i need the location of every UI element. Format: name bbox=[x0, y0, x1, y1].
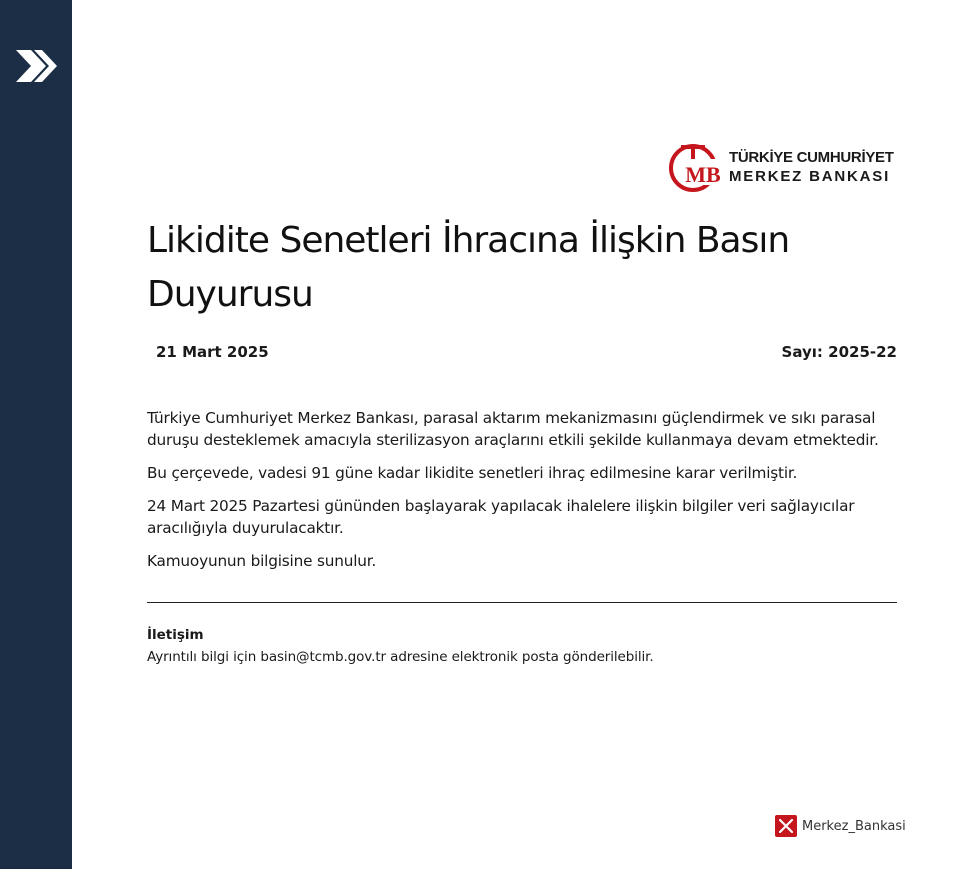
release-date: 21 Mart 2025 bbox=[156, 343, 269, 361]
divider bbox=[147, 602, 897, 603]
logo-text-line2: MERKEZ BANKASI bbox=[729, 168, 891, 185]
social-handle[interactable] bbox=[775, 815, 906, 837]
paragraph: Türkiye Cumhuriyet Merkez Bankası, parasal aktarım mekanizmasını güçlendirmek ve sıkı parasal duruşu desteklemek amacıyla sterilizasyon araçlarını etkili şekilde kullanmaya devam etmektedir. bbox=[147, 409, 879, 449]
paragraph: 24 Mart 2025 Pazartesi gününden başlayarak yapılacak ihalelere ilişkin bilgiler veri sağlayıcılar aracılığıyla duyurulacaktır. bbox=[147, 497, 855, 537]
tcmb-monogram-icon bbox=[667, 142, 723, 194]
announcement-body bbox=[147, 407, 907, 583]
svg-text:MB: MB bbox=[685, 162, 721, 187]
page-title: Likidite Senetleri İhracına İlişkin Basın Duyurusu bbox=[147, 220, 790, 315]
left-sidebar bbox=[0, 0, 72, 869]
social-handle-text: Merkez_Bankasi bbox=[802, 818, 906, 834]
paragraph: Bu çerçevede, vadesi 91 güne kadar likidite senetleri ihraç edilmesine karar verilmiştir. bbox=[147, 464, 798, 482]
contact-heading: İletişim bbox=[147, 627, 204, 643]
paragraph: Kamuoyunun bilgisine sunulur. bbox=[147, 552, 377, 570]
x-icon bbox=[775, 815, 797, 837]
chevron-right-icon[interactable] bbox=[16, 48, 58, 84]
issue-number: Sayı: 2025-22 bbox=[781, 343, 897, 361]
logo-text-line1: TÜRKİYE CUMHURİYET bbox=[729, 149, 894, 166]
contact-text: Ayrıntılı bilgi için basin@tcmb.gov.tr adresine elektronik posta gönderilebilir. bbox=[147, 649, 654, 665]
tcmb-logo bbox=[667, 142, 912, 194]
